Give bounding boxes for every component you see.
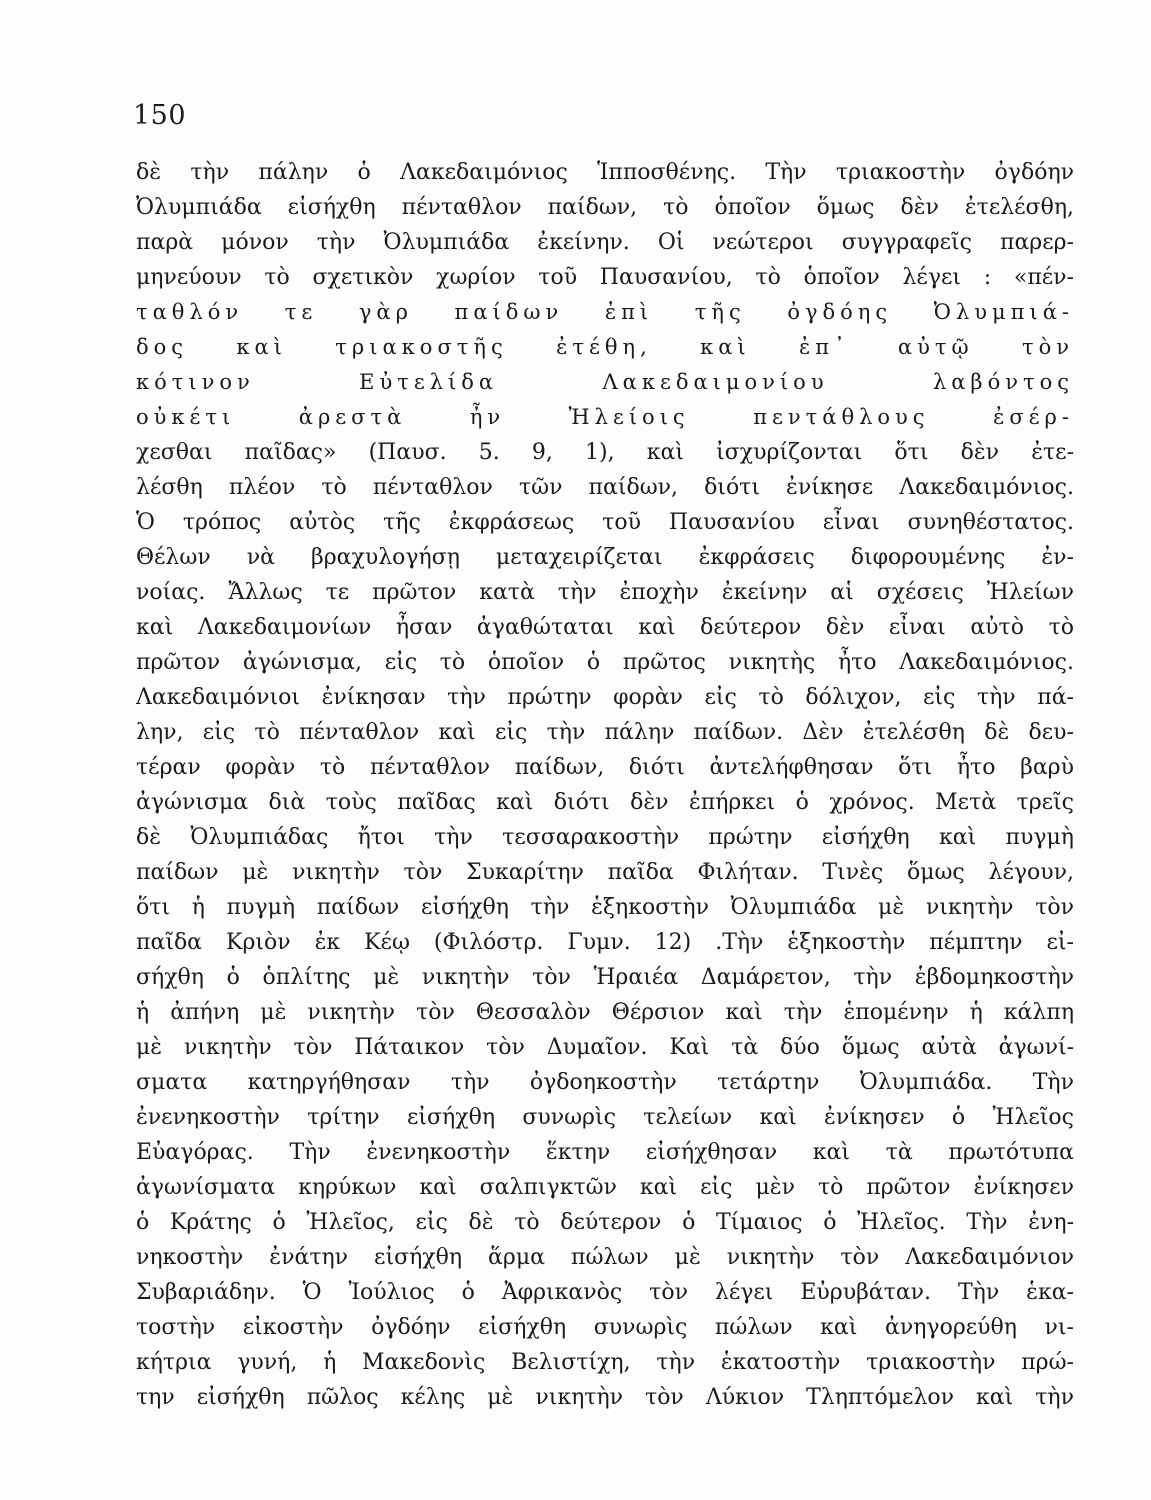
text-line: ὁ Κράτης ὁ Ἠλεῖος, εἰς δὲ τὸ δεύτερον ὁ Τίμαιος ὁ Ἠλεῖος. Τὴν ἐνη-	[136, 1210, 1074, 1235]
text-line: την εἰσήχθη πῶλος κέλης μὲ νικητὴν τὸν Λύκιον Τληπτόμελον καὶ τὴν	[136, 1385, 1074, 1410]
text-line: ἀγώνισμα διὰ τοὺς παῖδας καὶ διότι δὲν ἐπήρκει ὁ χρόνος. Μετὰ τρεῖς	[136, 790, 1074, 815]
text-line: καὶ Λακεδαιμονίων ἦσαν ἀγαθώταται καὶ δεύτερον δὲν εἶναι αὐτὸ τὸ	[136, 615, 1074, 640]
text-line: παίδων μὲ νικητὴν τὸν Συκαρίτην παῖδα Φιλήταν. Τινὲς ὅμως λέγουν,	[136, 860, 1074, 885]
text-line: Συβαριάδην. Ὁ Ἰούλιος ὁ Ἀφρικανὸς τὸν λέγει Εὐρυβάταν. Τὴν ἑκα-	[136, 1280, 1074, 1305]
text-line: παῖδα Κριὸν ἐκ Κέῳ (Φιλόστρ. Γυμν. 12) .Τὴν ἑξηκοστὴν πέμπτην εἰ-	[136, 930, 1074, 955]
text-line: ἡ ἀπήνη μὲ νικητὴν τὸν Θεσσαλὸν Θέρσιον καὶ τὴν ἑπομένην ἡ κάλπη	[136, 1000, 1074, 1025]
text-line: λην, εἰς τὸ πένταθλον καὶ εἰς τὴν πάλην παίδων. Δὲν ἐτελέσθη δὲ δευ-	[136, 720, 1074, 745]
quotation-line: ταθλόν τε γὰρ παίδων ἐπὶ τῆς ὀγδόης Ὀλυμπιά-	[136, 300, 1074, 324]
text-line: τέραν φορὰν τὸ πένταθλον παίδων, διότι ἀντελήφθησαν ὅτι ἦτο βαρὺ	[136, 755, 1074, 780]
text-line: δὲ Ὀλυμπιάδας ἤτοι τὴν τεσσαρακοστὴν πρώτην εἰσήχθη καὶ πυγμὴ	[136, 825, 1074, 850]
text-line: λέσθη πλέον τὸ πένταθλον τῶν παίδων, διότι ἐνίκησε Λακεδαιμόνιος.	[136, 475, 1074, 500]
quotation-line: δος καὶ τριακοστῆς ἐτέθη, καὶ ἐπ᾽ αὐτῷ τὸν	[136, 335, 1074, 359]
text-line: σήχθη ὁ ὁπλίτης μὲ νικητὴν τὸν Ἡραιέα Δαμάρετον, τὴν ἑβδομηκοστὴν	[136, 965, 1074, 990]
quotation-line: οὐκέτι ἀρεστὰ ἦν Ἠλείοις πεντάθλους ἐσέρ-	[136, 405, 1074, 429]
quotation-line: κότινον Εὐτελίδα Λακεδαιμονίου λαβόντος	[136, 370, 1074, 394]
text-line: ὅτι ἡ πυγμὴ παίδων εἰσήχθη τὴν ἑξηκοστὴν Ὀλυμπιάδα μὲ νικητὴν τὸν	[136, 895, 1074, 920]
text-line: κήτρια γυνή, ἡ Μακεδονὶς Βελιστίχη, τὴν ἑκατοστὴν τριακοστὴν πρώ-	[136, 1350, 1074, 1375]
text-line: πρῶτον ἀγώνισμα, εἰς τὸ ὁποῖον ὁ πρῶτος νικητὴς ἦτο Λακεδαιμόνιος.	[136, 650, 1074, 675]
text-line: μηνεύουν τὸ σχετικὸν χωρίον τοῦ Παυσανίου, τὸ ὁποῖον λέγει : «πέν-	[136, 265, 1074, 290]
text-line: σματα κατηργήθησαν τὴν ὀγδοηκοστὴν τετάρτην Ὀλυμπιάδα. Τὴν	[136, 1070, 1074, 1095]
page-number: 150	[133, 100, 187, 131]
text-line: ἐνενηκοστὴν τρίτην εἰσήχθη συνωρὶς τελείων καὶ ἐνίκησεν ὁ Ἠλεῖος	[136, 1105, 1074, 1130]
text-line: χεσθαι παῖδας» (Παυσ. 5. 9, 1), καὶ ἰσχυρίζονται ὅτι δὲν ἐτε-	[136, 440, 1074, 465]
text-line: τοστὴν εἰκοστὴν ὀγδόην εἰσήχθη συνωρὶς πώλων καὶ ἀνηγορεύθη νι-	[136, 1315, 1074, 1340]
text-line: Λακεδαιμόνιοι ἐνίκησαν τὴν πρώτην φορὰν εἰς τὸ δόλιχον, εἰς τὴν πά-	[136, 685, 1074, 710]
text-line: Ὁ τρόπος αὐτὸς τῆς ἐκφράσεως τοῦ Παυσανίου εἶναι συνηθέστατος.	[136, 510, 1074, 535]
text-line: ἀγωνίσματα κηρύκων καὶ σαλπιγκτῶν καὶ εἰς μὲν τὸ πρῶτον ἐνίκησεν	[136, 1175, 1074, 1200]
text-line: δὲ τὴν πάλην ὁ Λακεδαιμόνιος Ἱπποσθένης. Τὴν τριακοστὴν ὀγδόην	[136, 160, 1074, 185]
text-line: Ὀλυμπιάδα εἰσήχθη πένταθλον παίδων, τὸ ὁποῖον ὅμως δὲν ἐτελέσθη,	[136, 195, 1074, 220]
text-line: παρὰ μόνον τὴν Ὀλυμπιάδα ἐκείνην. Οἱ νεώτεροι συγγραφεῖς παρερ-	[136, 230, 1074, 255]
text-line: νηκοστὴν ἐνάτην εἰσήχθη ἅρμα πώλων μὲ νικητὴν τὸν Λακεδαιμόνιον	[136, 1245, 1074, 1270]
body-text	[136, 155, 1074, 1415]
text-line: νοίας. Ἄλλως τε πρῶτον κατὰ τὴν ἐποχὴν ἐκείνην αἱ σχέσεις Ἠλείων	[136, 580, 1074, 605]
text-line: μὲ νικητὴν τὸν Πάταικον τὸν Δυμαῖον. Καὶ τὰ δύο ὅμως αὐτὰ ἀγωνί-	[136, 1035, 1074, 1060]
text-line: Εὐαγόρας. Τὴν ἐνενηκοστὴν ἕκτην εἰσήχθησαν καὶ τὰ πρωτότυπα	[136, 1140, 1074, 1165]
text-line: Θέλων νὰ βραχυλογήσῃ μεταχειρίζεται ἐκφράσεις διφορουμένης ἐν-	[136, 545, 1074, 570]
